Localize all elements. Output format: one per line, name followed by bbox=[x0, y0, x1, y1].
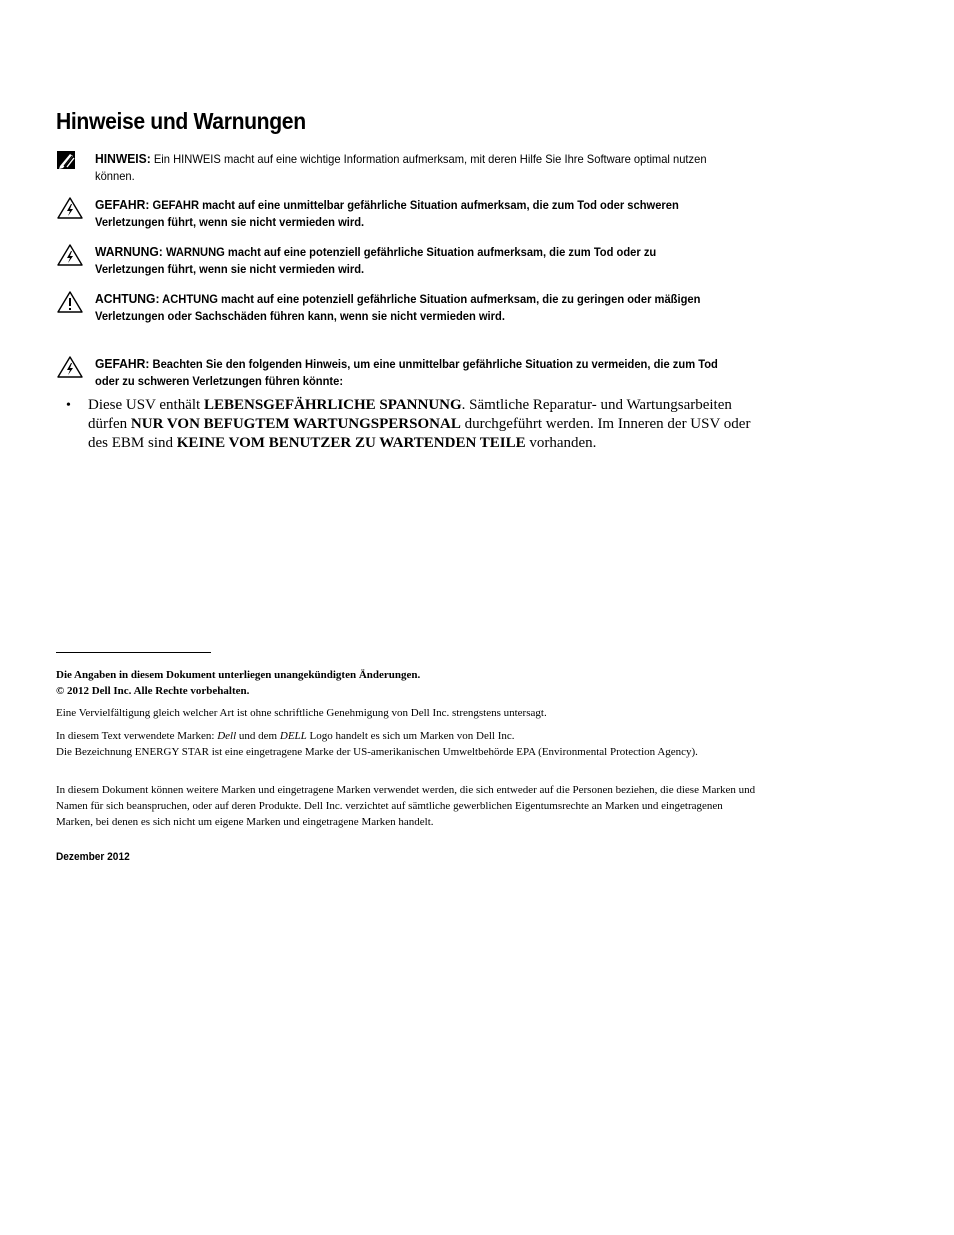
electrical-hazard-icon bbox=[56, 196, 84, 220]
caution-triangle-icon bbox=[56, 290, 84, 314]
note-label: HINWEIS: bbox=[95, 151, 151, 166]
footnote-energy-star: Die Bezeichnung ENERGY STAR ist eine eingetragene Marke der US-amerikanischen Umweltbehörde EPA (Environmental Protection Agency). bbox=[56, 746, 698, 758]
danger-text bbox=[95, 196, 718, 231]
electrical-hazard-icon bbox=[56, 355, 84, 379]
footnote-text-part: In diesem Text verwendete Marken: bbox=[56, 730, 218, 742]
footnote-text-part: und dem bbox=[236, 730, 280, 742]
warning-label: WARNUNG: bbox=[95, 244, 163, 259]
note-pencil-icon bbox=[56, 150, 84, 174]
bullet-text-part: durchgeführt werden. Im Inneren der USV oder des EBM sind bbox=[88, 416, 751, 451]
danger-instruction-text bbox=[95, 355, 718, 390]
footnote-divider bbox=[56, 652, 211, 653]
bullet-text-part: Diese USV enthält bbox=[88, 397, 204, 413]
footnote-trademarks bbox=[56, 728, 756, 744]
footnote-text-part: Logo handelt es sich um Marken von Dell Inc. bbox=[306, 730, 515, 742]
danger-instruction-body: Beachten Sie den folgenden Hinweis, um eine unmittelbar gefährliche Situation zu vermeiden, die zum Tod oder zu schweren Verletzungen führen könnte: bbox=[95, 357, 718, 388]
danger-instruction-label: GEFAHR: bbox=[95, 356, 150, 371]
bullet-text-part: . Sämtliche Reparatur- und Wartungsarbeiten dürfen bbox=[88, 397, 732, 432]
warning-text bbox=[95, 243, 718, 278]
caution-label: ACHTUNG: bbox=[95, 291, 160, 306]
footnote-changes: Die Angaben in diesem Dokument unterliegen unangekündigten Änderungen. bbox=[56, 669, 421, 681]
footnote-dell-logo-mark: DELL bbox=[279, 730, 307, 742]
electrical-hazard-icon bbox=[56, 243, 84, 267]
danger-label: GEFAHR: bbox=[95, 197, 150, 212]
bullet-symbol: • bbox=[66, 398, 71, 413]
footnote-dell-mark: Dell bbox=[217, 730, 237, 742]
bullet-text-part: vorhanden. bbox=[525, 435, 597, 451]
bullet-emphasis: NUR VON BEFUGTEM WARTUNGSPERSONAL bbox=[130, 416, 461, 432]
footnote-reproduction: Eine Vervielfältigung gleich welcher Art ist ohne schriftliche Genehmigung von Dell Inc. strengstens untersagt. bbox=[56, 707, 547, 719]
warning-body: WARNUNG macht auf eine potenziell gefährliche Situation aufmerksam, die zum Tod oder zu Verletzungen führt, wenn sie nicht vermieden wird. bbox=[95, 245, 657, 276]
caution-text bbox=[95, 290, 718, 325]
bullet-emphasis: KEINE VOM BENUTZER ZU WARTENDEN TEILE bbox=[176, 435, 526, 451]
footnote-copyright: © 2012 Dell Inc. Alle Rechte vorbehalten. bbox=[56, 685, 250, 697]
caution-body: ACHTUNG macht auf eine potenziell gefährliche Situation aufmerksam, die zu geringen oder mäßigen Verletzungen oder Sachschäden führen kann, wenn sie nicht vermieden wird. bbox=[95, 292, 701, 323]
bullet-emphasis: LEBENSGEFÄHRLICHE SPANNUNG bbox=[203, 397, 462, 413]
page-title: Hinweise und Warnungen bbox=[56, 108, 306, 134]
note-text bbox=[95, 150, 718, 185]
footnote-other-marks: In diesem Dokument können weitere Marken und eingetragene Marken verwendet werden, die sich entweder auf die Personen beziehen, die diese Marken und Namen für sich beanspruchen, oder auf deren Produkte. Dell Inc. verzichtet auf sämtliche gewerblichen Eigentumsrechte an Marken und eingetragenen Marken, bei denen es sich nicht um eigene Marken und eingetragene Marken handelt. bbox=[56, 784, 756, 828]
note-body: Ein HINWEIS macht auf eine wichtige Information aufmerksam, mit deren Hilfe Sie Ihre Software optimal nutzen können. bbox=[95, 152, 707, 183]
bullet-text bbox=[88, 396, 758, 453]
danger-body: GEFAHR macht auf eine unmittelbar gefährliche Situation aufmerksam, die zum Tod oder schweren Verletzungen führt, wenn sie nicht vermieden wird. bbox=[95, 198, 679, 229]
publication-date: Dezember 2012 bbox=[56, 851, 130, 863]
